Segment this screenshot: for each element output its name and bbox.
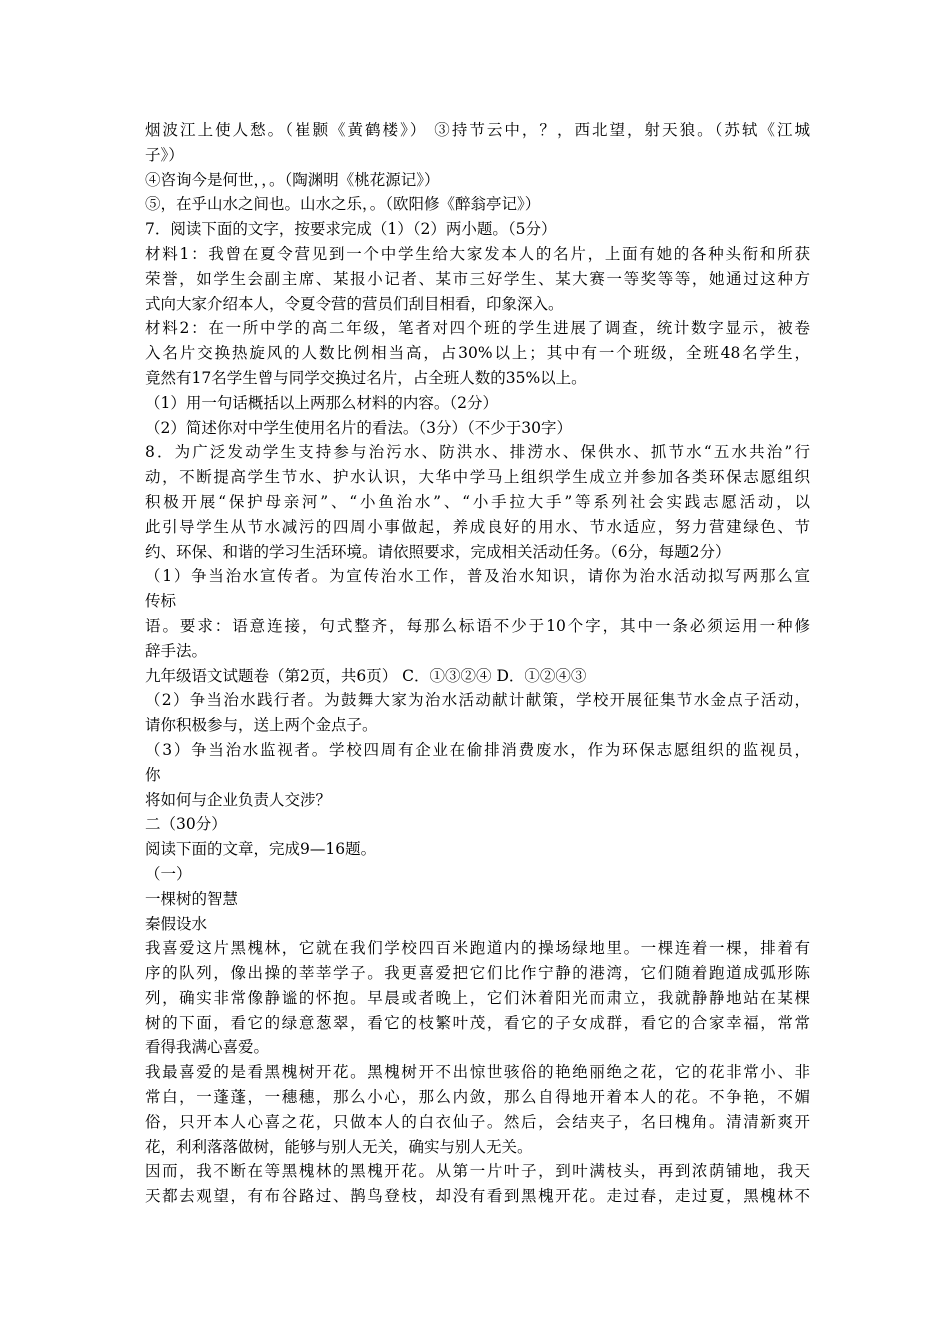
- text-line: （1）争当治水宣传者。为宣传治水工作，普及治水知识，请你为治水活动拟写两那么宣: [145, 567, 810, 586]
- text-line: 序的队列，像出操的莘莘学子。我更喜爱把它们比作宁静的港湾，它们随着跑道成弧形陈: [145, 964, 810, 983]
- text-line: 九年级语文试题卷（第2页，共6页） C．①③②④ D．①②④③: [145, 666, 587, 685]
- text-line: 式向大家介绍本人，令夏令营的营员们刮目相看，印象深入。: [145, 294, 564, 313]
- text-line: 烟波江上使人愁。（崔颢《黄鹤楼》） ③持节云中，？，西北望，射天狼。（苏轼《江城: [145, 121, 810, 139]
- text-line: ④咨询今是何世，，。（陶渊明《桃花源记》）: [145, 170, 440, 189]
- text-line: 语。要求：语意连接，句式整齐，每那么标语不少于10个字，其中一条必须运用一种修: [145, 616, 810, 635]
- text-line: ⑤，在乎山水之间也。山水之乐，。（欧阳修《醉翁亭记》）: [145, 195, 541, 214]
- text-line: 一棵树的智慧: [145, 889, 239, 908]
- text-line: 材料2：在一所中学的高二年级，笔者对四个班的学生进展了调查，统计数字显示，被卷: [145, 319, 810, 338]
- text-line: 二（30分）: [145, 815, 227, 834]
- text-line: 俗，只开本人心喜之花，只做本人的白衣仙子。然后，会结夹子，名曰槐角。清清新爽开: [145, 1112, 810, 1131]
- text-line: 列，确实非常像静谧的怀抱。早晨或者晚上，它们沐着阳光而肃立，我就静静地站在某棵: [145, 988, 810, 1007]
- text-line: （2）争当治水践行者。为鼓舞大家为治水活动献计献策，学校开展征集节水金点子活动，: [145, 691, 810, 710]
- text-line: （1）用一句话概括以上两那么材料的内容。（2分）: [145, 393, 498, 412]
- text-line: 将如何与企业负责人交涉？: [145, 790, 332, 809]
- document-page: [145, 118, 810, 1209]
- text-line: 你: [145, 765, 161, 784]
- text-line: 因而，我不断在等黑槐林的黑槐开花。从第一片叶子，到叶满枝头，再到浓荫铺地，我天: [145, 1162, 810, 1181]
- text-line: 8．为广泛发动学生支持参与治污水、防洪水、排涝水、保供水、抓节水“五水共治”行: [145, 443, 810, 462]
- text-line: 秦假设水: [145, 914, 208, 933]
- text-line: 积极开展“保护母亲河”、“小鱼治水”、“小手拉大手”等系列社会实践志愿活动，以: [145, 492, 810, 511]
- text-line: 动，不断提高学生节水、护水认识，大华中学马上组织学生成立并参加各类环保志愿组织: [145, 468, 810, 487]
- text-line: 此引导学生从节水减污的四周小事做起，养成良好的用水、节水适应，努力营建绿色、节: [145, 517, 810, 536]
- text-line: 荣誉，如学生会副主席、某报小记者、某市三好学生、某大赛一等奖等等，她通过这种方: [145, 269, 810, 288]
- text-line: 常白，一蓬蓬，一穗穗，那么小心，那么内敛，那么自得地开着本人的花。不争艳，不媚: [145, 1088, 810, 1107]
- text-line: 竟然有17名学生曾与同学交换过名片，占全班人数的35%以上。: [145, 368, 587, 387]
- text-line: 入名片交换热旋风的人数比例相当高，占30%以上；其中有一个班级，全班48名学生，: [145, 344, 810, 363]
- text-line: （2）简述你对中学生使用名片的看法。（3分）（不少于30字）: [145, 418, 572, 437]
- text-line: 看得我满心喜爱。: [145, 1038, 270, 1057]
- text-line: 7．阅读下面的文字，按要求完成（1）（2）两小题。（5分）: [145, 220, 557, 239]
- text-line: 辞手法。: [145, 641, 208, 660]
- text-line: 传标: [145, 592, 177, 611]
- text-line: 树的下面，看它的绿意葱翠，看它的枝繁叶茂，看它的子女成群，看它的合家幸福，常常: [145, 1013, 810, 1032]
- text-line: （一）: [145, 864, 192, 883]
- text-line: 阅读下面的文章，完成9—16题。: [145, 840, 377, 859]
- text-line: 材料1：我曾在夏令营见到一个中学生给大家发本人的名片，上面有她的各种头衔和所获: [145, 244, 810, 263]
- text-line: 约、环保、和谐的学习生活环境。请依照要求，完成相关活动任务。（6分，每题2分）: [145, 542, 731, 561]
- text-line: 花，利利落落做树，能够与别人无关，确实与别人无关。: [145, 1137, 533, 1156]
- text-line: 我喜爱这片黑槐林，它就在我们学校四百米跑道内的操场绿地里。一棵连着一棵，排着有: [145, 939, 810, 958]
- text-line: （3）争当治水监视者。学校四周有企业在偷排消费废水，作为环保志愿组织的监视员，: [145, 740, 810, 759]
- text-line: 子》）: [145, 145, 184, 164]
- text-line: 天都去观望，有布谷路过、鹊鸟登枝，却没有看到黑槐开花。走过春，走过夏，黑槐林不: [145, 1187, 810, 1206]
- text-line: 请你积极参与，送上两个金点子。: [145, 716, 378, 735]
- text-line: 我最喜爱的是看黑槐树开花。黑槐树开不出惊世骇俗的艳绝丽绝之花，它的花非常小、非: [145, 1063, 810, 1082]
